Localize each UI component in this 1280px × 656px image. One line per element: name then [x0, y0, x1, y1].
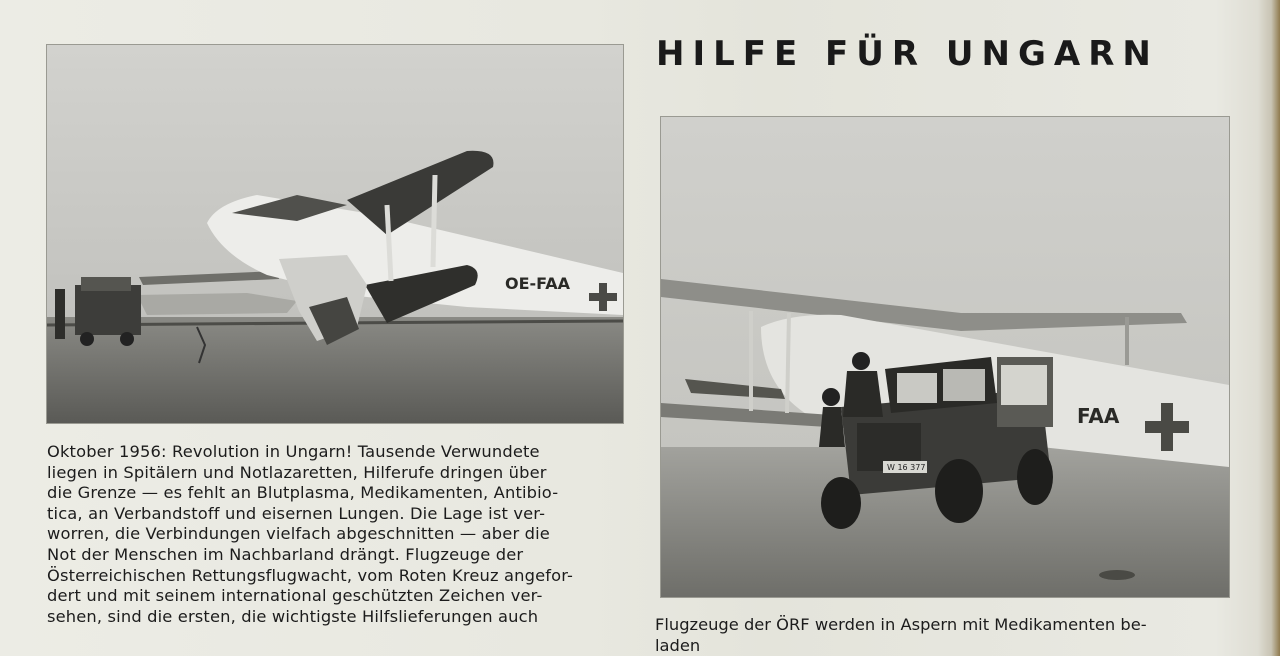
photo-caption [655, 614, 1245, 656]
photo-biplane-jeep-loading [660, 116, 1230, 598]
article-body [47, 442, 627, 627]
body-line: Oktober 1956: Revolution in Ungarn! Tausende Verwundete [47, 442, 540, 461]
body-line: liegen in Spitälern und Notlazaretten, Hilferufe dringen über [47, 462, 547, 482]
page-edge-shadow [1258, 0, 1280, 656]
license-plate: W 16 377 [887, 463, 926, 472]
body-line: die Grenze — es fehlt an Blutplasma, Medikamenten, Antibio- [47, 483, 559, 503]
caption-line: laden [655, 636, 701, 655]
body-line: dert und mit seinem international geschützten Zeichen ver- [47, 586, 543, 606]
photo-biplane-side-view [46, 44, 624, 424]
body-line: sehen, sind die ersten, die wichtigste Hilfslieferungen auch [47, 606, 539, 626]
body-line: worren, die Verbindungen vielfach abgeschnitten — aber die [47, 524, 550, 544]
registration-label: OE-FAA [505, 274, 571, 293]
registration-label-right: FAA [1077, 404, 1120, 428]
article-title: HILFE FÜR UNGARN [656, 34, 1159, 74]
caption-line: Flugzeuge der ÖRF werden in Aspern mit Medikamenten be- [655, 615, 1147, 634]
body-line: tica, an Verbandstoff und eisernen Lungen. Die Lage ist ver- [47, 503, 546, 523]
body-line: Österreichischen Rettungsflugwacht, vom Roten Kreuz angefor- [47, 565, 574, 585]
body-line: Not der Menschen im Nachbarland drängt. Flugzeuge der [47, 544, 524, 564]
